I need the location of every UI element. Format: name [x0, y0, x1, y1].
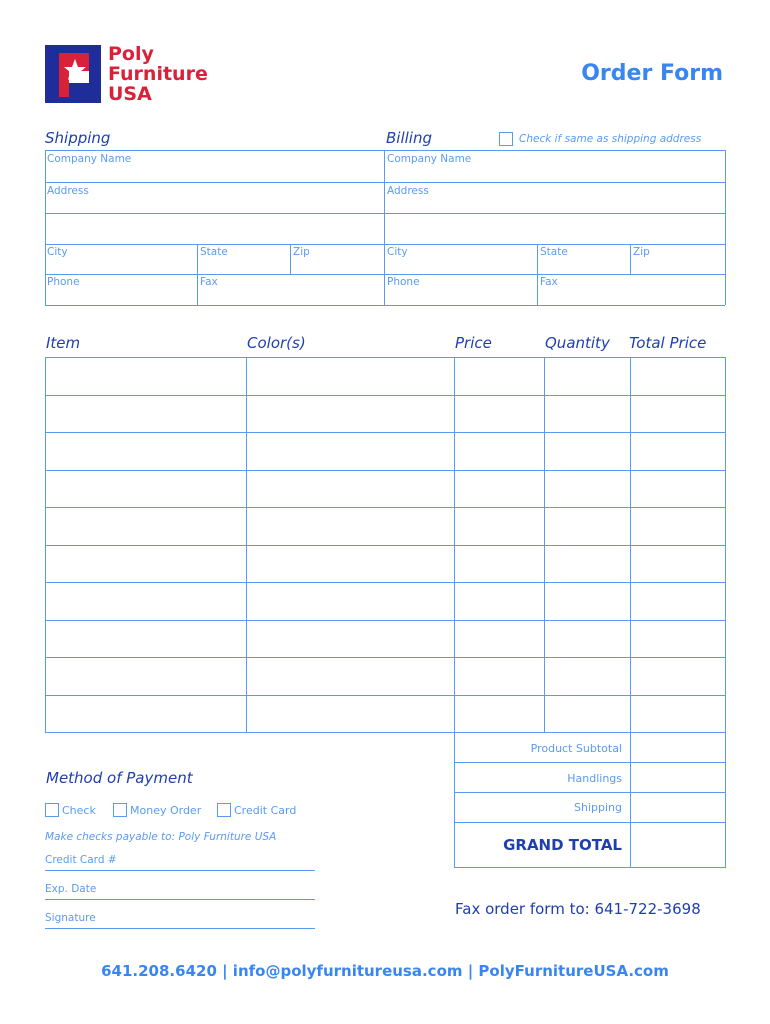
item-cell-input[interactable] — [545, 471, 629, 507]
contact-footer: 641.208.6420 | info@polyfurnitureusa.com | PolyFurnitureUSA.com — [101, 962, 669, 980]
item-column-line — [725, 357, 726, 732]
brand-logo — [45, 45, 101, 103]
item-cell-input[interactable] — [455, 508, 543, 544]
billing-city-field[interactable]: City — [387, 246, 408, 258]
shipping-zip-field[interactable]: Zip — [293, 246, 310, 258]
billing-zip-field[interactable]: Zip — [633, 246, 650, 258]
subtotal-label: Product Subtotal — [530, 742, 622, 755]
item-cell-input[interactable] — [545, 621, 629, 657]
item-cell-input[interactable] — [631, 508, 724, 544]
item-cell-input[interactable] — [631, 658, 724, 694]
item-cell-input[interactable] — [455, 358, 543, 394]
shipping-value-field[interactable] — [631, 793, 724, 821]
handlings-label: Handlings — [567, 772, 622, 785]
check-checkbox[interactable] — [45, 803, 59, 817]
brand-line-2: Furniture — [108, 63, 208, 85]
item-cell-input[interactable] — [455, 471, 543, 507]
item-cell-input[interactable] — [46, 433, 245, 469]
credit-card-number-field[interactable] — [45, 870, 315, 871]
item-cell-input[interactable] — [247, 508, 453, 544]
address-grid-line — [45, 274, 725, 275]
item-cell-input[interactable] — [631, 396, 724, 432]
column-header-price: Price — [455, 334, 492, 352]
item-cell-input[interactable] — [46, 621, 245, 657]
item-cell-input[interactable] — [545, 358, 629, 394]
fax-order-note: Fax order form to: 641-722-3698 — [455, 900, 701, 918]
shipping-address-field[interactable]: Address — [47, 185, 89, 197]
money-order-label: Money Order — [130, 804, 202, 817]
item-cell-input[interactable] — [545, 696, 629, 732]
item-cell-input[interactable] — [545, 583, 629, 619]
handlings-value-field[interactable] — [631, 763, 724, 791]
item-cell-input[interactable] — [631, 358, 724, 394]
address-grid-line — [290, 244, 291, 275]
item-cell-input[interactable] — [247, 583, 453, 619]
address-grid-line — [537, 244, 538, 305]
item-cell-input[interactable] — [631, 471, 724, 507]
address-grid-line — [45, 305, 725, 306]
same-as-shipping-label: Check if same as shipping address — [519, 133, 702, 145]
column-header-quantity: Quantity — [545, 334, 610, 352]
billing-fax-field[interactable]: Fax — [540, 276, 558, 288]
item-cell-input[interactable] — [631, 621, 724, 657]
credit-card-checkbox[interactable] — [217, 803, 231, 817]
address-grid-line — [45, 150, 725, 151]
column-header-colors: Color(s) — [247, 334, 306, 352]
item-cell-input[interactable] — [46, 696, 245, 732]
same-as-shipping-checkbox[interactable] — [499, 132, 513, 146]
item-cell-input[interactable] — [545, 396, 629, 432]
item-cell-input[interactable] — [46, 508, 245, 544]
item-cell-input[interactable] — [247, 696, 453, 732]
shipping-state-field[interactable]: State — [200, 246, 228, 258]
page-title: Order Form — [581, 61, 723, 86]
item-cell-input[interactable] — [46, 658, 245, 694]
item-cell-input[interactable] — [631, 583, 724, 619]
grand-total-value-field[interactable] — [631, 823, 724, 867]
shipping-phone-field[interactable]: Phone — [47, 276, 80, 288]
item-cell-input[interactable] — [46, 471, 245, 507]
grand-total-label: GRAND TOTAL — [503, 836, 622, 854]
signature-field[interactable] — [45, 928, 315, 929]
item-cell-input[interactable] — [545, 546, 629, 582]
shipping-heading: Shipping — [45, 129, 111, 147]
signature-label: Signature — [45, 912, 96, 924]
item-cell-input[interactable] — [455, 658, 543, 694]
item-cell-input[interactable] — [545, 433, 629, 469]
brand-line-1: Poly — [108, 43, 154, 65]
address-grid-line — [45, 150, 46, 305]
item-cell-input[interactable] — [247, 358, 453, 394]
checks-payable-note: Make checks payable to: Poly Furniture USA — [45, 831, 277, 843]
item-cell-input[interactable] — [455, 696, 543, 732]
shipping-cost-label: Shipping — [574, 801, 622, 814]
billing-company-field[interactable]: Company Name — [387, 153, 472, 165]
item-cell-input[interactable] — [631, 546, 724, 582]
credit-card-number-label: Credit Card # — [45, 854, 117, 866]
item-cell-input[interactable] — [631, 433, 724, 469]
item-cell-input[interactable] — [455, 546, 543, 582]
item-cell-input[interactable] — [247, 546, 453, 582]
item-cell-input[interactable] — [455, 396, 543, 432]
credit-card-label: Credit Card — [234, 804, 297, 817]
shipping-city-field[interactable]: City — [47, 246, 68, 258]
item-cell-input[interactable] — [46, 358, 245, 394]
item-cell-input[interactable] — [247, 621, 453, 657]
billing-address-field[interactable]: Address — [387, 185, 429, 197]
money-order-checkbox[interactable] — [113, 803, 127, 817]
address-grid-line — [725, 150, 726, 305]
billing-state-field[interactable]: State — [540, 246, 568, 258]
shipping-fax-field[interactable]: Fax — [200, 276, 218, 288]
item-cell-input[interactable] — [455, 583, 543, 619]
item-cell-input[interactable] — [455, 621, 543, 657]
item-cell-input[interactable] — [545, 508, 629, 544]
exp-date-label: Exp. Date — [45, 883, 97, 895]
item-cell-input[interactable] — [631, 696, 724, 732]
column-header-total-price: Total Price — [629, 334, 707, 352]
billing-phone-field[interactable]: Phone — [387, 276, 420, 288]
item-cell-input[interactable] — [46, 583, 245, 619]
brand-name — [108, 44, 208, 104]
shipping-company-field[interactable]: Company Name — [47, 153, 132, 165]
item-cell-input[interactable] — [46, 546, 245, 582]
address-grid-line — [197, 244, 198, 305]
item-cell-input[interactable] — [247, 471, 453, 507]
item-cell-input[interactable] — [247, 658, 453, 694]
billing-heading: Billing — [386, 129, 432, 147]
address-grid-line — [45, 182, 725, 183]
payment-heading: Method of Payment — [46, 769, 193, 787]
address-grid-line — [45, 213, 725, 214]
exp-date-field[interactable] — [45, 899, 315, 900]
brand-line-3: USA — [108, 83, 152, 105]
item-cell-input[interactable] — [46, 396, 245, 432]
address-grid-line — [384, 150, 385, 305]
subtotal-value-field[interactable] — [631, 733, 724, 761]
item-cell-input[interactable] — [247, 433, 453, 469]
item-cell-input[interactable] — [455, 433, 543, 469]
address-grid-line — [45, 244, 725, 245]
item-cell-input[interactable] — [545, 658, 629, 694]
address-grid-line — [630, 244, 631, 275]
check-label: Check — [62, 804, 96, 817]
logo-mark-icon — [45, 45, 101, 103]
item-cell-input[interactable] — [247, 396, 453, 432]
column-header-item: Item — [46, 334, 81, 352]
